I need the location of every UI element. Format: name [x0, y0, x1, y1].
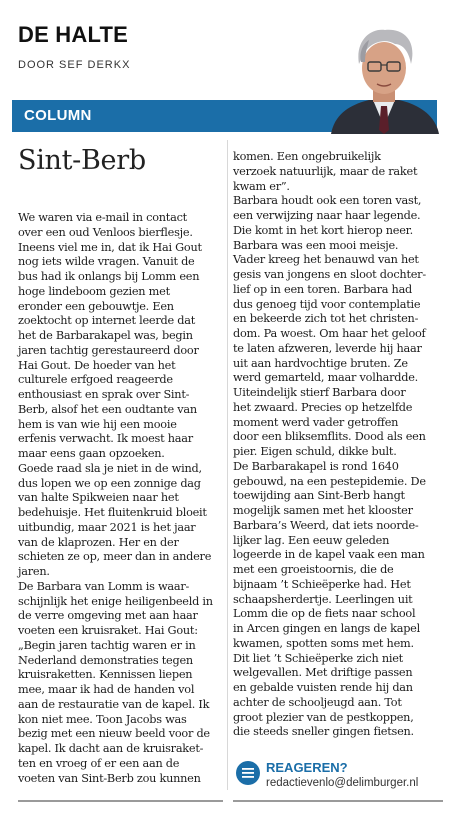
article-line: uitbundig, maar 2021 is het jaar	[18, 520, 196, 534]
article-line: in Arcen gingen en langs de kapel	[233, 622, 420, 635]
article-line: bus had ik onlangs bij Lomm een	[18, 270, 200, 283]
banner-label: COLUMN	[24, 107, 92, 124]
article-line: die steeds sneller gingen fietsen.	[233, 725, 414, 739]
article-line: maar eens gaan opzoeken.	[18, 447, 165, 460]
article-line: Berb, alsof het een oudtante van	[18, 402, 197, 416]
article-line: ten en vroeg of er een aan de	[18, 756, 180, 770]
article-line: erfenis verwacht. Ik moest haar	[18, 432, 193, 446]
article-line: en bekeerde zich tot het christen-	[233, 312, 419, 326]
react-email-link[interactable]: redactievenlo@delimburger.nl	[266, 777, 419, 789]
article-line: Barbara’s Weerd, dat iets noorde-	[233, 518, 419, 532]
byline: DOOR SEF DERKX	[18, 59, 131, 71]
article-line: kapel. Ik dacht aan de kruisraket-	[18, 742, 204, 755]
article-line: We waren via e-mail in contact	[18, 211, 187, 224]
article-line: te laten afzweren, leverde hij haar	[233, 341, 422, 355]
author-portrait	[325, 22, 443, 134]
article-line: uit aan hardvochtige bruten. Ze	[233, 356, 408, 370]
article-line: mee, maar ik had de handen vol	[18, 683, 195, 696]
article-line: schaapsherdertje. Leerlingen uit	[233, 592, 413, 606]
article-line: bedehuisje. Het fluitenkruid bloeit	[18, 506, 207, 519]
article-line: dus genoeg tijd voor contemplatie	[233, 297, 421, 311]
column-divider	[227, 140, 228, 790]
article-line: pier. Eigen schuld, dikke bult.	[233, 445, 397, 458]
article-line: met een groeistoornis, die de	[233, 563, 394, 576]
article-line: de verre omgeving met aan haar	[18, 609, 198, 623]
article-title: Sint-Berb	[18, 145, 146, 176]
article-line: De Barbara van Lomm is waar-	[18, 579, 190, 593]
article-line: „Begin jaren tachtig waren er in	[18, 638, 196, 652]
article-line: kwam er”.	[233, 179, 290, 193]
article-line: kruisraketten. Kennissen liepen	[18, 668, 193, 682]
article-line: bijnaam ’t Schieëperke had. Het	[233, 577, 411, 591]
article-line: komen. Een ongebruikelijk	[233, 150, 381, 163]
speech-bubble-icon	[236, 761, 260, 785]
article-line: voeten een kruisraket. Hai Gout:	[18, 624, 198, 637]
article-line: het zwaard. Precies op hetzelfde	[233, 400, 413, 414]
article-line: door een bliksemflits. Dood als een	[233, 430, 426, 444]
article-line: moment werd vader getroffen	[233, 415, 399, 429]
article-line: logeerde in de kapel vaak een man	[233, 548, 425, 562]
article-line: Vader kreeg het benauwd van het	[233, 253, 419, 267]
article-line: en gebalde vuisten rende hij dan	[233, 681, 413, 694]
article-line: lief op in een toren. Barbara had	[233, 282, 413, 296]
article-line: zoektocht op internet leerde dat	[18, 314, 195, 328]
article-line: Die komt in het kort hierop neer.	[233, 223, 413, 237]
article-line: het de Barbarakapel was, begin	[18, 329, 193, 342]
article-line: Ineens viel me in, dat ik Hai Gout	[18, 240, 202, 254]
article-line: van de klaprozen. Her en der	[18, 535, 179, 549]
article-line: verzoek natuurlijk, maar de raket	[233, 164, 418, 178]
article-line: Hai Gout. De hoeder van het	[18, 358, 176, 372]
author-portrait-image	[325, 22, 443, 134]
article-line: schijnlijk het enige heiligenbeeld in	[18, 594, 213, 608]
bottom-divider-left	[18, 800, 223, 802]
article-line: jaren.	[18, 565, 50, 578]
column-title: DE HALTE	[18, 22, 128, 47]
article-line: bezig met een nieuw beeld voor de	[18, 727, 210, 741]
article-line: achter de schooljeugd aan. Tot	[233, 695, 402, 709]
article-line: Barbara was een mooi meisje.	[233, 238, 399, 252]
article-line: Barbara houdt ook een toren vast,	[233, 194, 422, 208]
react-heading: REAGEREN?	[266, 760, 348, 775]
article-line: aan de restauratie van de kapel. Ik	[18, 697, 210, 711]
article-line: hem is van wie hij een mooie	[18, 417, 177, 431]
article-line: kwamen, spotten soms met hem.	[233, 636, 414, 650]
article-line: voeten van Sint-Berb zou kunnen	[18, 771, 201, 785]
article-line: welgevallen. Met driftige passen	[233, 666, 413, 680]
article-line: Nederland demonstraties tegen	[18, 653, 193, 667]
article-line: dus lopen we op een zonnige dag	[18, 476, 201, 490]
article-line: De Barbarakapel is rond 1640	[233, 459, 399, 473]
article-line: groot plezier van de pestkoppen,	[233, 710, 414, 724]
article-line: lijker lag. Een eeuw geleden	[233, 533, 390, 547]
article-body-left	[18, 211, 223, 786]
article-line: dom. Pa woest. Om haar het geloof	[233, 327, 426, 340]
bottom-divider-right	[233, 800, 443, 802]
article-line: kon niet mee. Toon Jacobs was	[18, 712, 187, 726]
article-line: Lomm die op de fiets naar school	[233, 607, 416, 621]
article-line: mogelijk samen met het klooster	[233, 504, 413, 517]
article-line: culturele erfgoed reageerde	[18, 373, 173, 387]
article-line: gesis van jongens en sloot dochter-	[233, 268, 426, 281]
article-line: Dit liet ’t Schieëperke zich niet	[233, 651, 403, 665]
article-line: werd gemarteld, maar volhardde.	[233, 371, 418, 385]
article-line: eronder een gebouwtje. Een	[18, 299, 174, 313]
article-line: jaren tachtig gerestaureerd door	[18, 343, 199, 357]
article-line: toewijding aan Sint-Berb hangt	[233, 489, 405, 503]
article-line: enthousiast en sprak over Sint-	[18, 388, 190, 401]
article-line: nog iets wilde vragen. Vanuit de	[18, 255, 195, 269]
article-line: Uiteindelijk stierf Barbara door	[233, 386, 406, 399]
article-line: schieten ze op, meer dan in andere	[18, 550, 212, 564]
article-body-right	[233, 150, 443, 740]
article-line: een verwijzing naar haar legende.	[233, 209, 421, 222]
article-line: Goede raad sla je niet in de wind,	[18, 461, 202, 475]
article-line: van halte Spikweien naar het	[18, 491, 179, 505]
article-line: over een oud Venloos bierflesje.	[18, 225, 193, 239]
article-line: hoge lindeboom gezien met	[18, 284, 170, 298]
article-line: gebouwd, na een pestepidemie. De	[233, 474, 426, 488]
